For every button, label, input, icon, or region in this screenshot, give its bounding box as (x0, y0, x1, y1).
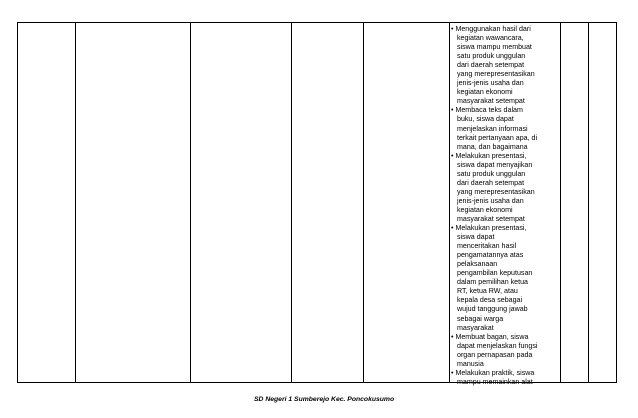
cell-text-line: • Melakukan praktik, siswa (451, 368, 535, 377)
cell-text-line: jenis-jenis usaha dan (457, 79, 524, 88)
page-footer: SD Negeri 1 Sumberejo Kec. Poncokusumo (254, 396, 395, 403)
column-divider (363, 23, 364, 382)
cell-text-line: manusia (457, 359, 484, 368)
cell-text-line: dalam pemilihan ketua (457, 278, 528, 287)
cell-text-line: RT, ketua RW, atau (457, 287, 518, 296)
activity-description-cell (451, 25, 563, 387)
cell-text-line: satu produk unggulan (457, 52, 526, 61)
cell-text-line: yang merepresentasikan (457, 70, 535, 79)
cell-text-line: buku, siswa dapat (457, 115, 514, 124)
cell-text-line: siswa dapat menyajikan (457, 160, 533, 169)
column-divider (291, 23, 292, 382)
cell-text-line: kepala desa sebagai (457, 296, 523, 305)
cell-text-line: sebagai warga (457, 314, 504, 323)
cell-text-line: kegiatan wawancara, (457, 34, 524, 43)
column-divider (588, 23, 589, 382)
cell-text-line: menceritakan hasil (457, 242, 517, 251)
cell-text-line: menjelaskan informasi (457, 124, 528, 133)
cell-text-line: • Melakukan presentasi, (451, 151, 527, 160)
cell-text-line: mana, dan bagaimana (457, 142, 528, 151)
cell-text-line: mampu memainkan alat (457, 377, 533, 386)
cell-text-line: masyarakat setempat (457, 97, 525, 106)
cell-text-line: dari daerah setempat (457, 61, 525, 70)
cell-text-line: masyarakat setempat (457, 214, 525, 223)
cell-text-line: • Menggunakan hasil dari (451, 25, 531, 33)
cell-text-line: pengamatannya atas (457, 251, 524, 260)
cell-text-line: kegiatan ekonomi (457, 88, 513, 97)
cell-text-line: organ pernapasan pada (457, 350, 533, 359)
lesson-plan-table (17, 22, 617, 386)
cell-text-line: kegiatan ekonomi (457, 205, 513, 214)
cell-text-line: pelaksanaan (457, 260, 498, 269)
cell-text-line: terkait pertanyaan apa, di (457, 133, 538, 142)
cell-text-line: siswa dapat (457, 233, 495, 242)
cell-text-line: pengambilan keputusan (457, 269, 533, 278)
column-divider (449, 23, 450, 382)
cell-text-line: dapat menjelaskan fungsi (457, 341, 538, 350)
cell-text-line: • Membuat bagan, siswa (451, 332, 529, 341)
cell-text-line: satu produk unggulan (457, 169, 526, 178)
column-divider (190, 23, 191, 382)
cell-text-line: • Melakukan presentasi, (451, 224, 527, 233)
cell-text-line: masyarakat (457, 323, 494, 332)
cell-text-line: siswa mampu membuat (457, 43, 532, 52)
cell-text-line: dari daerah setempat (457, 178, 525, 187)
column-divider (75, 23, 76, 382)
cell-text-line: • Membaca teks dalam (451, 106, 523, 115)
cell-text-line: wujud tanggung jawab (457, 305, 528, 314)
cell-text-line: yang merepresentasikan (457, 187, 535, 196)
cell-text-line: jenis-jenis usaha dan (457, 196, 524, 205)
